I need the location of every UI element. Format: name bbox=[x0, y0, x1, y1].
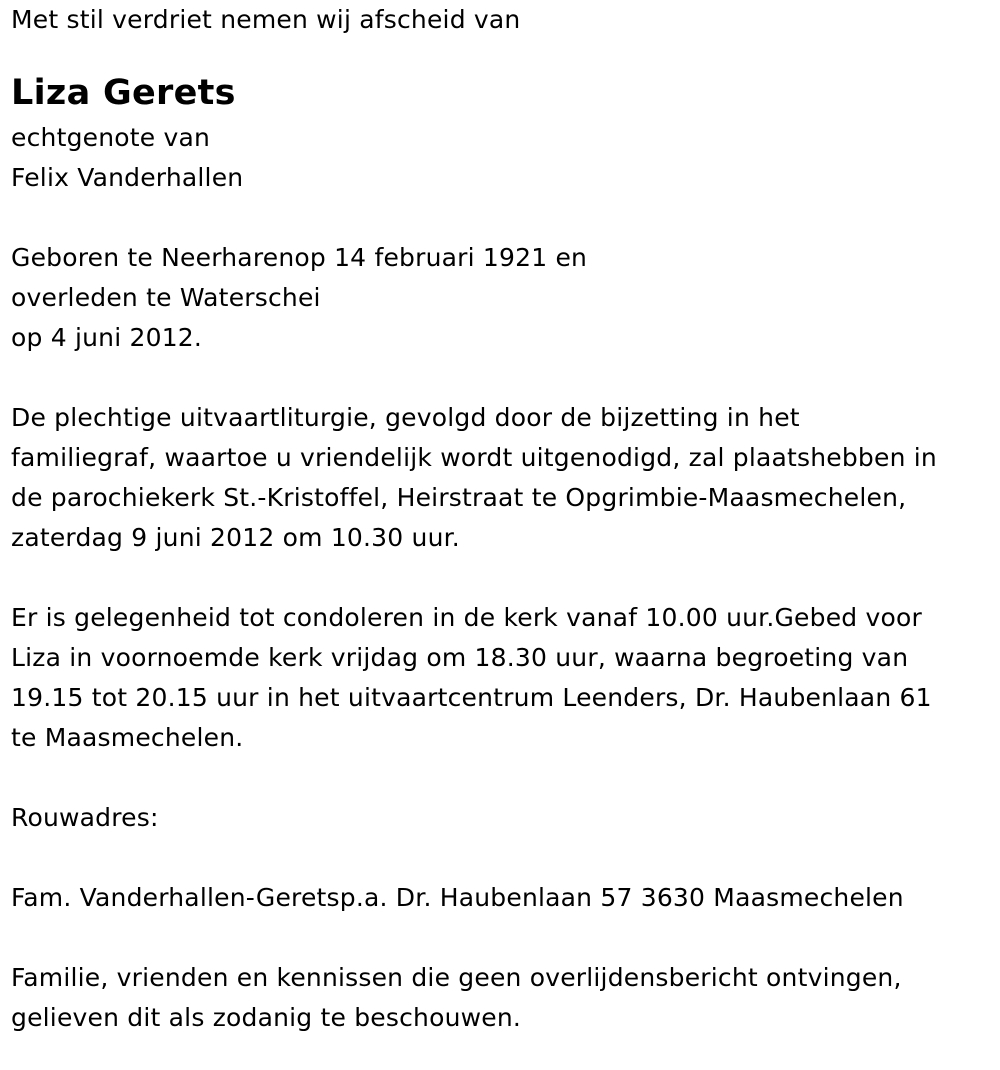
paragraph-line: De plechtige uitvaartliturgie, gevolgd door de bijzetting in het bbox=[11, 403, 800, 432]
spacer bbox=[11, 838, 991, 878]
spouse-name: Felix Vanderhallen bbox=[11, 163, 244, 192]
paragraph-line: zaterdag 9 juni 2012 om 10.30 uur. bbox=[11, 523, 460, 552]
mourning-address-label: Rouwadres: bbox=[11, 803, 159, 832]
birth-death-paragraph bbox=[11, 238, 991, 358]
paragraph-line: 19.15 tot 20.15 uur in het uitvaartcentrum Leenders, Dr. Haubenlaan 61 bbox=[11, 683, 932, 712]
paragraph-line: te Maasmechelen. bbox=[11, 723, 244, 752]
relation-text: echtgenote van bbox=[11, 123, 211, 152]
spacer bbox=[11, 198, 991, 238]
paragraph-line: Er is gelegenheid tot condoleren in de kerk vanaf 10.00 uur.Gebed voor bbox=[11, 603, 922, 632]
condolences-paragraph bbox=[11, 598, 991, 758]
paragraph-line: Geboren te Neerharenop 14 februari 1921 en bbox=[11, 243, 588, 272]
spacer bbox=[11, 558, 991, 598]
deceased-name: Liza Gerets bbox=[11, 73, 236, 113]
paragraph-line: overleden te Waterschei bbox=[11, 283, 321, 312]
paragraph-line: Liza in voornoemde kerk vrijdag om 18.30 uur, waarna begroeting van bbox=[11, 643, 909, 672]
spacer bbox=[11, 918, 991, 958]
spacer bbox=[11, 758, 991, 798]
spacer bbox=[11, 358, 991, 398]
funeral-paragraph bbox=[11, 398, 991, 558]
paragraph-line: op 4 juni 2012. bbox=[11, 323, 203, 352]
spacer bbox=[11, 40, 991, 68]
intro-text: Met stil verdriet nemen wij afscheid van bbox=[11, 5, 521, 34]
paragraph-line: de parochiekerk St.-Kristoffel, Heirstraat te Opgrimbie-Maasmechelen, bbox=[11, 483, 907, 512]
closing-paragraph bbox=[11, 958, 991, 1038]
mourning-address: Fam. Vanderhallen-Geretsp.a. Dr. Haubenlaan 57 3630 Maasmechelen bbox=[11, 883, 904, 912]
obituary-notice bbox=[11, 0, 991, 1038]
paragraph-line: Familie, vrienden en kennissen die geen overlijdensbericht ontvingen, bbox=[11, 963, 902, 992]
paragraph-line: familiegraf, waartoe u vriendelijk wordt uitgenodigd, zal plaatshebben in bbox=[11, 443, 937, 472]
paragraph-line: gelieven dit als zodanig te beschouwen. bbox=[11, 1003, 522, 1032]
